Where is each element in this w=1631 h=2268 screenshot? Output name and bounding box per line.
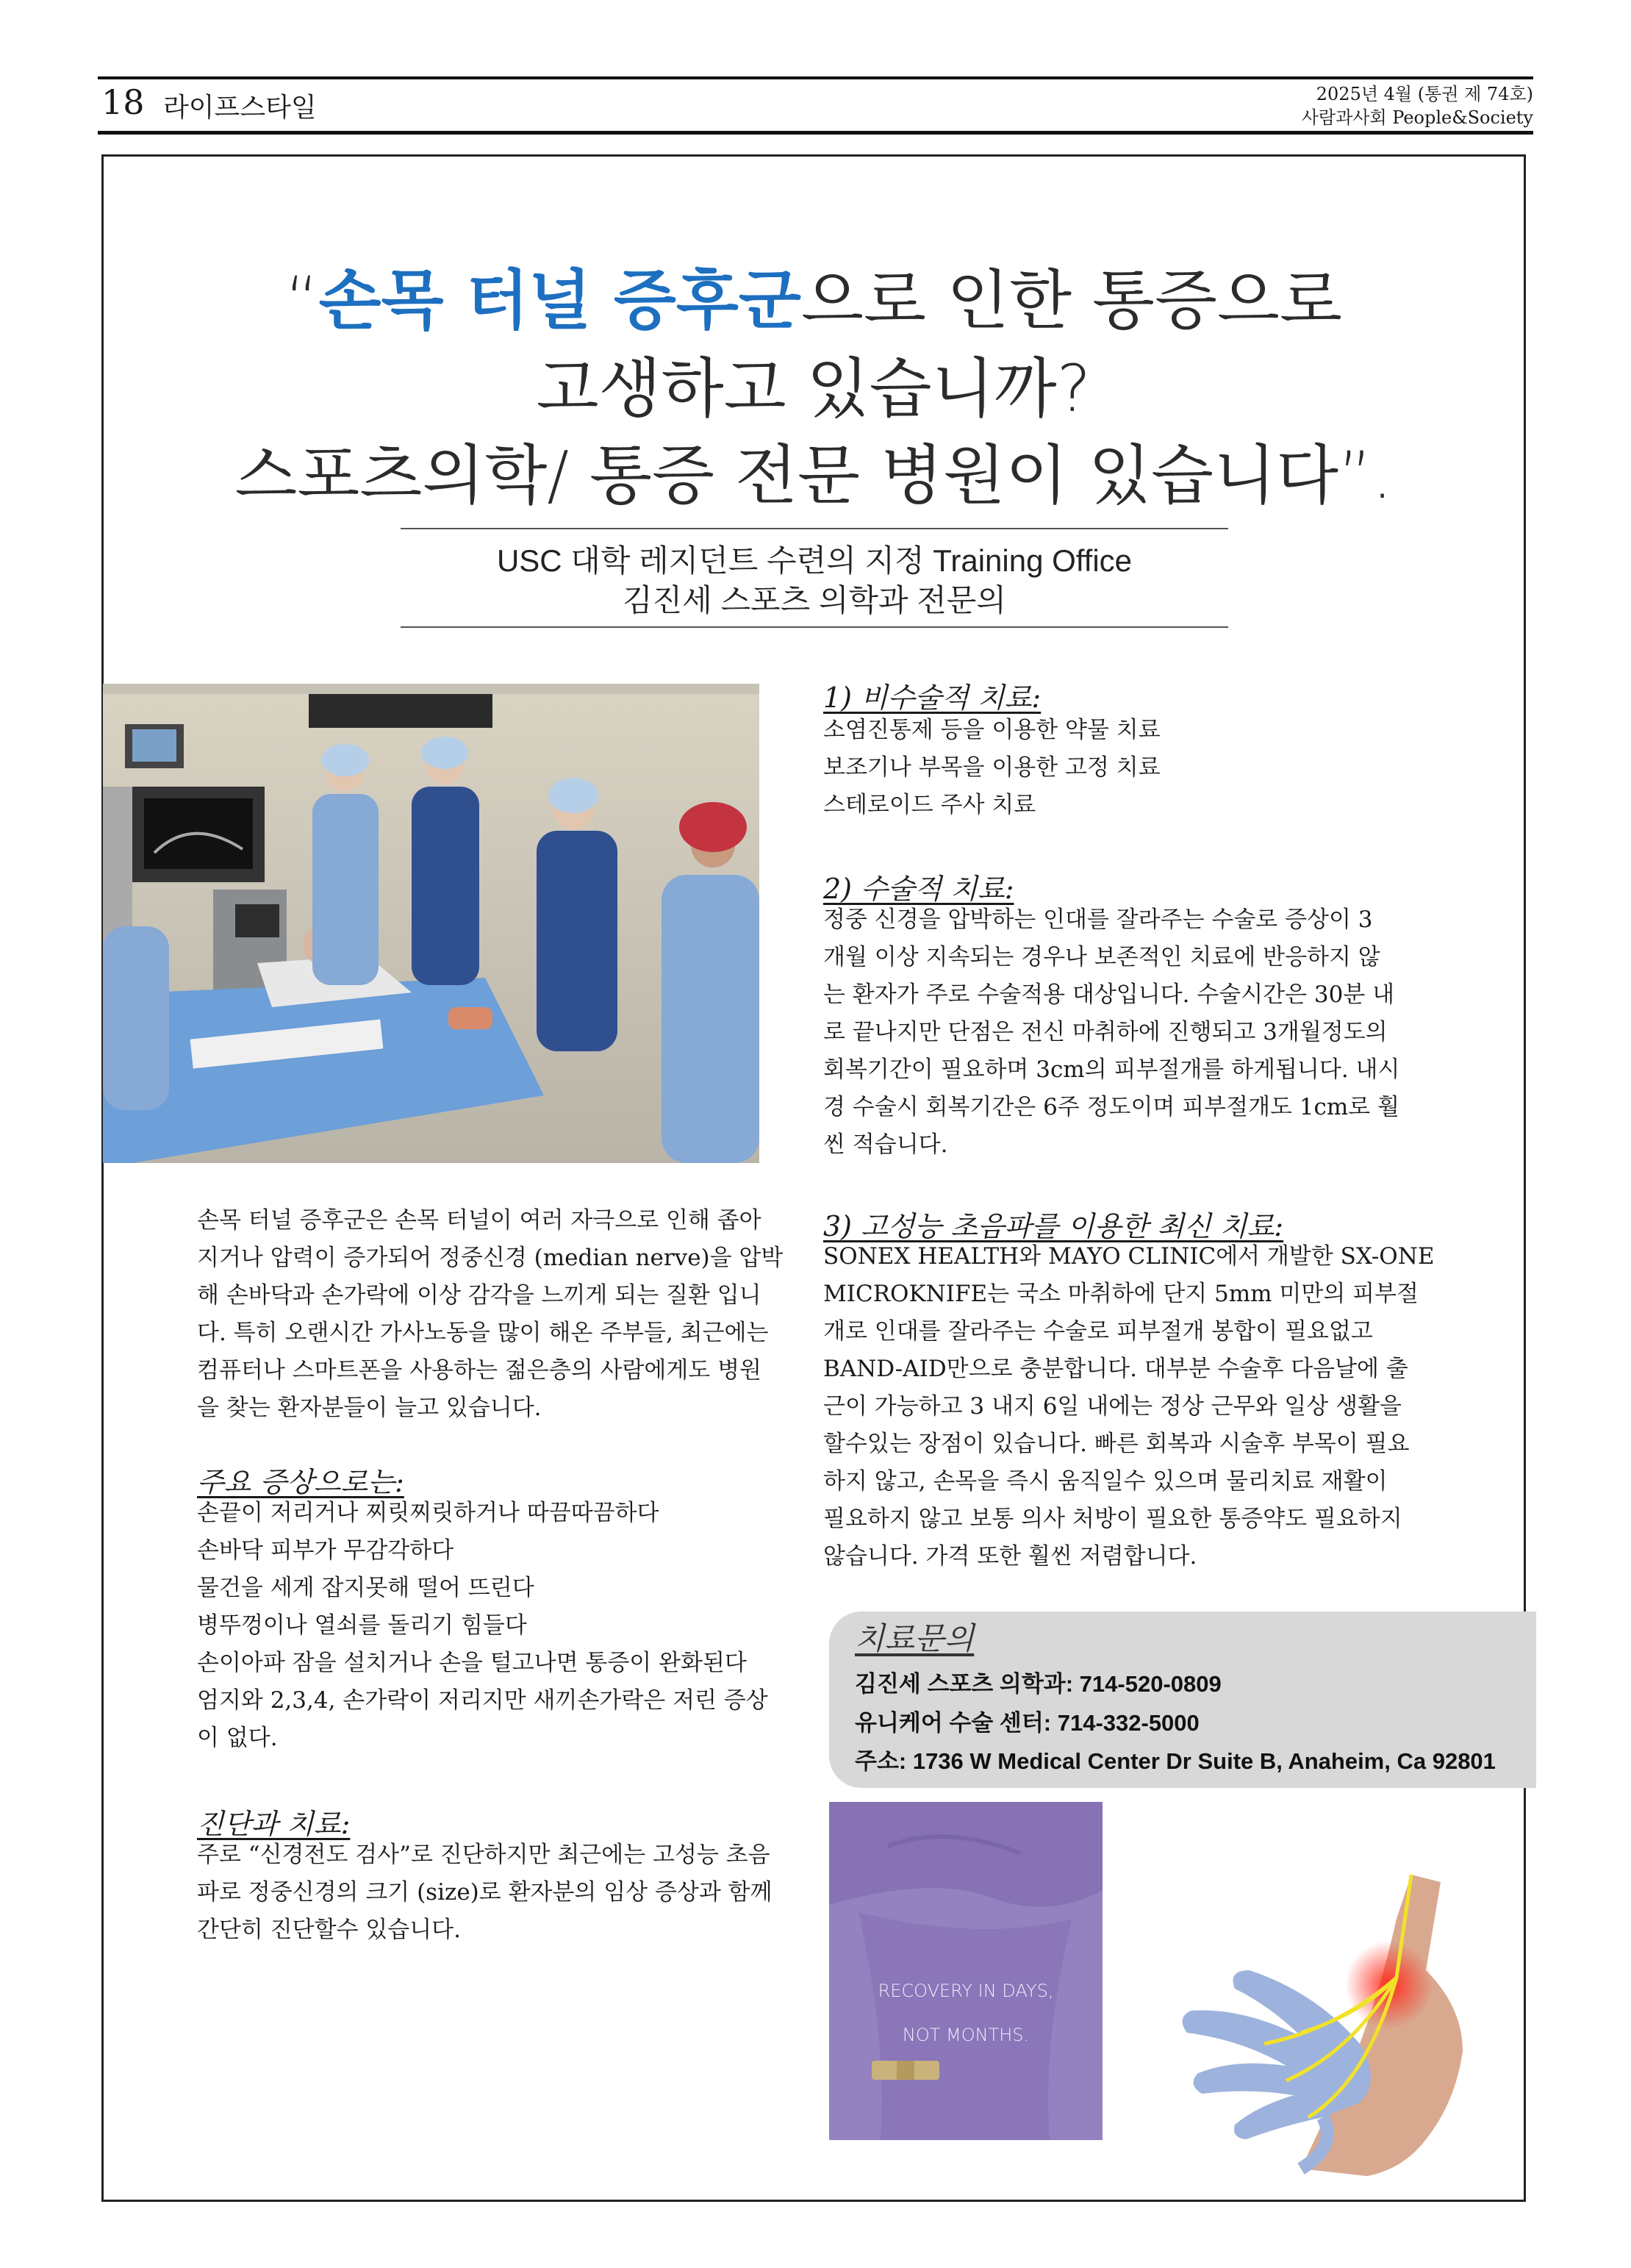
text-line: 파로 정중신경의 크기 (size)로 환자분의 임상 증상과 함께 bbox=[197, 1879, 773, 1906]
headline-line-3: 스포츠의학/ 통증 전문 병원이 있습니다”. bbox=[234, 437, 1393, 513]
text-line: 손목 터널 증후군은 손목 터널이 여러 자극으로 인해 좁아 bbox=[197, 1207, 761, 1234]
subtitle-line-1: USC 대학 레지던트 수련의 지정 Training Office bbox=[496, 543, 1133, 578]
text-line: 개로 인대를 잘라주는 수술로 피부절개 봉합이 필요없고 bbox=[823, 1318, 1373, 1345]
symptom-item: 병뚜껑이나 열쇠를 돌리기 힘들다 bbox=[197, 1612, 527, 1639]
intro-paragraph bbox=[197, 1202, 784, 1427]
contact-surgery-center-phone: 유니케어 수술 센터: 714-332-5000 bbox=[855, 1710, 1200, 1736]
text-line: 간단히 진단할수 있습니다. bbox=[197, 1917, 461, 1943]
text-line: 해 손바닥과 손가락에 이상 감각을 느끼게 되는 질환 입니 bbox=[197, 1282, 761, 1309]
text-line: 컴퓨터나 스마트폰을 사용하는 젊은층의 사람에게도 병원 bbox=[197, 1357, 761, 1384]
treatment-1-heading: 1) 비수술적 치료: bbox=[823, 682, 1042, 714]
median-nerve-hand-illustration bbox=[1117, 1860, 1529, 2176]
treatment-3-heading: 3) 고성능 초음파를 이용한 최신 치료: bbox=[823, 1210, 1284, 1242]
open-quote: “ bbox=[285, 262, 319, 338]
subtitle-line-2: 김진세 스포츠 의학과 전문의 bbox=[623, 583, 1006, 618]
diagnosis-paragraph bbox=[197, 1836, 773, 1949]
text-line: 씬 적습니다. bbox=[823, 1131, 948, 1158]
text-line: 다. 특히 오랜시간 가사노동을 많이 해온 주부들, 최근에는 bbox=[197, 1320, 769, 1346]
symptom-item: 손이아파 잠을 설치거나 손을 털고나면 통증이 완화된다 bbox=[197, 1650, 747, 1676]
text-line: 을 찾는 환자분들이 늘고 있습니다. bbox=[197, 1395, 542, 1421]
headline-line-1 bbox=[101, 262, 1526, 338]
treatment-2-paragraph bbox=[823, 901, 1399, 1164]
headline-highlight: 손목 터널 증후군 bbox=[318, 262, 801, 338]
text-line: 로 끝나지만 단점은 전신 마취하에 진행되고 3개월정도의 bbox=[823, 1019, 1388, 1045]
symptom-item: 물건을 세게 잡지못해 떨어 뜨린다 bbox=[197, 1575, 534, 1601]
text-line: SONEX HEALTH와 MAYO CLINIC에서 개발한 SX-ONE bbox=[823, 1243, 1435, 1270]
contact-clinic-phone: 김진세 스포츠 의학과: 714-520-0809 bbox=[855, 1671, 1222, 1697]
text-line: 회복기간이 필요하며 3cm의 피부절개를 하게됩니다. 내시 bbox=[823, 1056, 1400, 1083]
operating-room-photo bbox=[103, 684, 759, 1163]
diagnosis-heading: 진단과 치료: bbox=[197, 1808, 351, 1840]
contact-heading: 치료문의 bbox=[855, 1620, 975, 1656]
ad-slogan-line-2: NOT MONTHS. bbox=[902, 2025, 1030, 2045]
treatment-1-list bbox=[823, 712, 1161, 824]
text-line: 개월 이상 지속되는 경우나 보존적인 치료에 반응하지 않 bbox=[823, 944, 1380, 970]
subtitle-rule-bottom bbox=[401, 626, 1228, 628]
ad-slogan-line-1: RECOVERY IN DAYS, bbox=[878, 1981, 1054, 2001]
text-line: BAND-AID만으로 충분합니다. 대부분 수술후 다음날에 출 bbox=[823, 1356, 1408, 1382]
contact-address: 주소: 1736 W Medical Center Dr Suite B, Anaheim, Ca 92801 bbox=[855, 1748, 1496, 1774]
issue-info: 2025년 4월 (통권 제 74호) bbox=[1316, 84, 1533, 104]
text-line: 할수있는 장점이 있습니다. 빠른 회복과 시술후 부목이 필요 bbox=[823, 1431, 1410, 1457]
page-number: 18 bbox=[101, 82, 145, 122]
subtitle-rule-top bbox=[401, 528, 1228, 529]
headline-line-2: 고생하고 있습니까? bbox=[536, 351, 1091, 426]
text-line: 경 수술시 회복기간은 6주 정도이며 피부절개도 1cm로 훨 bbox=[823, 1094, 1400, 1120]
symptoms-heading: 주요 증상으로는: bbox=[197, 1466, 404, 1498]
treatment-item: 스테로이드 주사 치료 bbox=[823, 792, 1036, 818]
headline-line-1-rest: 으로 인한 통증으로 bbox=[800, 262, 1342, 338]
symptom-item: 엄지와 2,3,4, 손가락이 저리지만 새끼손가락은 저린 증상 bbox=[197, 1687, 768, 1714]
text-line: 하지 않고, 손목을 즉시 움직일수 있으며 물리치료 재활이 bbox=[823, 1468, 1388, 1495]
publication-name: 사람과사회 People&Society bbox=[1301, 107, 1533, 128]
section-name: 라이프스타일 bbox=[163, 93, 317, 123]
text-line: 정중 신경을 압박하는 인대를 잘라주는 수술로 증상이 3 bbox=[823, 906, 1373, 933]
ad-slogan bbox=[829, 1958, 1103, 2068]
symptom-item: 이 없다. bbox=[197, 1725, 278, 1751]
symptoms-list bbox=[197, 1495, 768, 1757]
treatment-2-heading: 2) 수술적 치료: bbox=[823, 873, 1014, 905]
treatment-item: 보조기나 부목을 이용한 고정 치료 bbox=[823, 754, 1161, 781]
microknife-ad-image bbox=[829, 1802, 1103, 2140]
text-line: 주로 “신경전도 검사”로 진단하지만 최근에는 고성능 초음 bbox=[197, 1842, 770, 1868]
text-line: 지거나 압력이 증가되어 정중신경 (median nerve)을 압박 bbox=[197, 1245, 784, 1271]
treatment-3-paragraph bbox=[823, 1238, 1434, 1575]
treatment-item: 소염진통제 등을 이용한 약물 치료 bbox=[823, 717, 1161, 743]
text-line: 는 환자가 주로 수술적용 대상입니다. 수술시간은 30분 내 bbox=[823, 981, 1395, 1008]
text-line: 근이 가능하고 3 내지 6일 내에는 정상 근무와 일상 생활을 bbox=[823, 1393, 1402, 1420]
header-rule-bottom bbox=[98, 131, 1533, 135]
text-line: 않습니다. 가격 또한 훨씬 저렴합니다. bbox=[823, 1543, 1197, 1570]
symptom-item: 손바닥 피부가 무감각하다 bbox=[197, 1537, 454, 1564]
symptom-item: 손끝이 저리거나 찌릿찌릿하거나 따끔따끔하다 bbox=[197, 1500, 659, 1526]
text-line: 필요하지 않고 보통 의사 처방이 필요한 통증약도 필요하지 bbox=[823, 1506, 1402, 1532]
text-line: MICROKNIFE는 국소 마취하에 단지 5mm 미만의 피부절 bbox=[823, 1281, 1419, 1307]
